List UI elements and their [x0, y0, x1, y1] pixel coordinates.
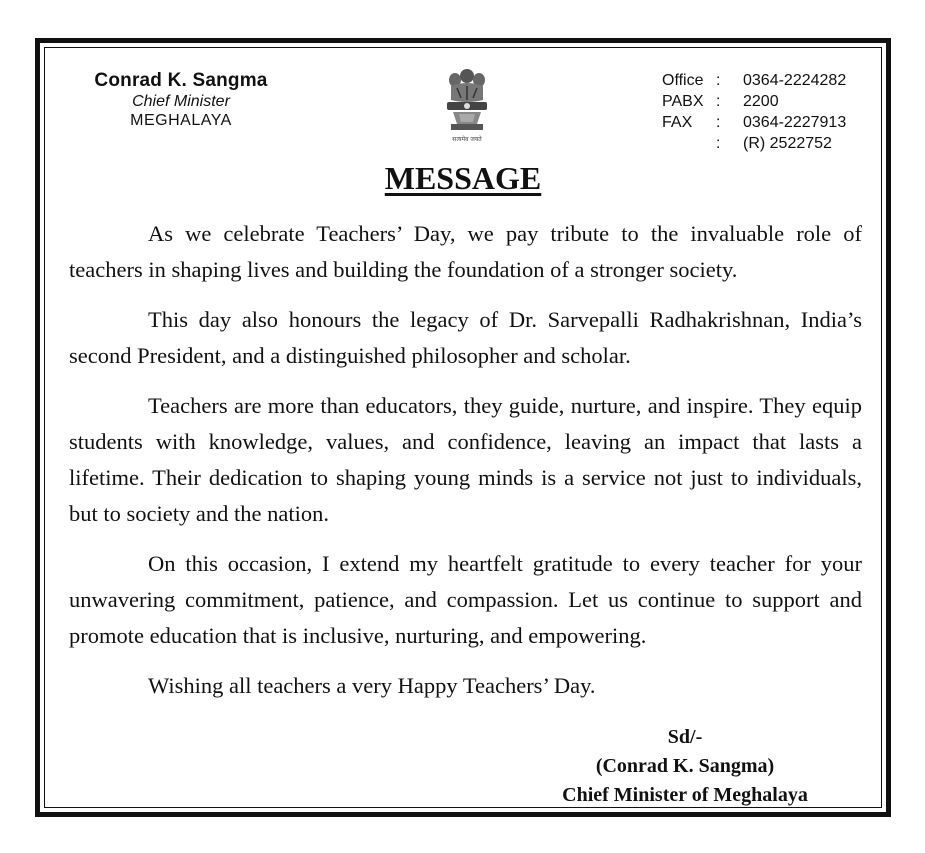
message-inner-frame — [44, 47, 882, 808]
message-paragraph: Wishing all teachers a very Happy Teachers’ Day. — [148, 673, 596, 698]
page-title: MESSAGE — [384, 160, 542, 196]
contact-colon: : — [716, 72, 721, 89]
sender-role: Chief Minister — [132, 93, 230, 110]
contact-row — [662, 133, 846, 154]
emblem-motto: सत्यमेव जयते — [452, 136, 482, 143]
contact-colon: : — [716, 93, 721, 110]
state-emblem-icon — [437, 66, 497, 146]
contact-value: 0364-2224282 — [743, 72, 847, 89]
contact-block — [662, 70, 846, 154]
contact-colon: : — [716, 114, 721, 131]
sender-state: MEGHALAYA — [130, 112, 232, 129]
message-body — [69, 216, 862, 718]
contact-label — [662, 133, 716, 154]
signature-sd: Sd/- — [667, 726, 703, 748]
message-paragraph: As we celebrate Teachers’ Day, we pay tribute to the invaluable role of teachers in shaping lives and building the foundation of a stronger society. — [69, 221, 862, 282]
contact-row — [662, 91, 846, 112]
contact-label: Office — [662, 72, 704, 89]
message-paragraph: This day also honours the legacy of Dr. Sarvepalli Radhakrishnan, India’s second President, and a distinguished philosopher and scholar. — [69, 307, 862, 368]
signature-block — [535, 723, 835, 810]
contact-row — [662, 70, 846, 91]
sender-name: Conrad K. Sangma — [94, 70, 268, 91]
contact-value: 2200 — [743, 93, 779, 110]
contact-row — [662, 112, 846, 133]
message-frame — [35, 38, 891, 817]
contact-label: FAX — [662, 114, 693, 131]
signature-name: (Conrad K. Sangma) — [595, 755, 775, 777]
contact-colon: : — [716, 135, 721, 152]
message-paragraph: Teachers are more than educators, they guide, nurture, and inspire. They equip students with knowledge, values, and confidence, leaving an impact that lasts a lifetime. Their dedication to shaping young minds is a service not just to individuals, but to society and the nation. — [69, 393, 862, 526]
message-paragraph: On this occasion, I extend my heartfelt gratitude to every teacher for your unwavering commitment, patience, and compassion. Let us continue to support and promote education that is inclusive, nurturing, and empowering. — [69, 551, 862, 648]
sender-block — [91, 70, 271, 130]
contact-value: 0364-2227913 — [743, 114, 847, 131]
contact-value: (R) 2522752 — [743, 135, 832, 152]
contact-label: PABX — [662, 93, 704, 110]
signature-title: Chief Minister of Meghalaya — [562, 784, 808, 806]
